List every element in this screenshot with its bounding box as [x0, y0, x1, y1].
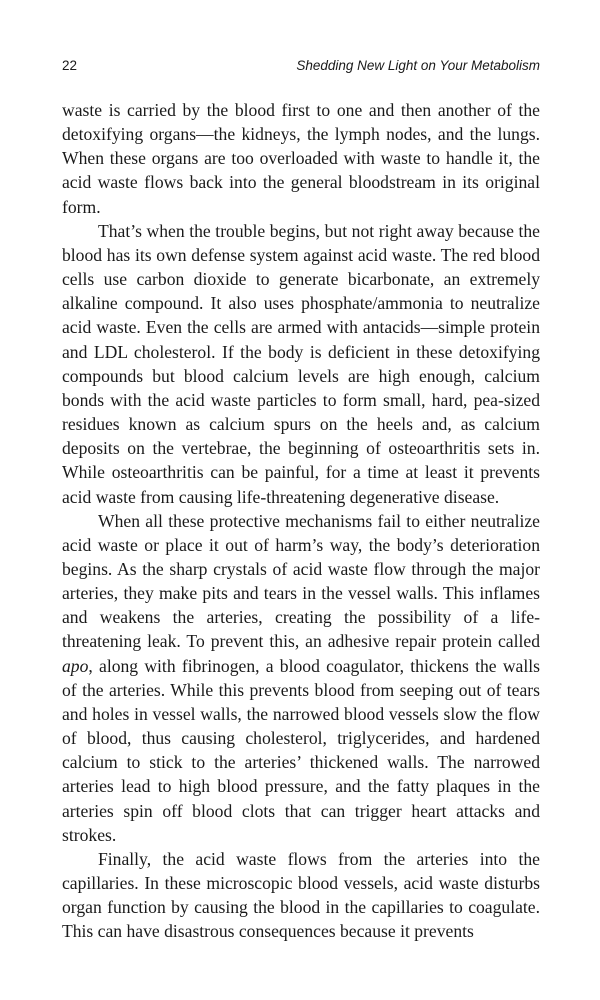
- paragraph-4: Finally, the acid waste flows from the arteries into the capillaries. In these microscopic blood vessels, acid waste disturbs organ function by causing the blood in the capillaries to coagulate. This can have disastrous consequences because it prevents: [62, 848, 540, 942]
- paragraph-1: waste is carried by the blood first to one and then another of the detoxifying organs—the kidneys, the lymph nodes, and the lungs. When these organs are too overloaded with waste to handle it, the acid waste flows back into the general bloodstream in its original form.: [62, 100, 540, 217]
- paragraph-3-text-after: , along with fibrinogen, a blood coagulator, thickens the walls of the arteries. While this prevents blood from seeping out of tears and holes in vessel walls, the narrowed blood vessels slow the flow of blood, thus causing cholesterol, triglycerides, and hardened calcium to stick to the arteries’ thickened walls. The narrowed arteries lead to high blood pressure, and the fatty plaques in the arteries spin off blood clots that can trigger heart attacks and strokes.: [62, 655, 540, 845]
- paragraph-3-text-before: When all these protective mechanisms fail to either neutralize acid waste or place it out of harm’s way, the body’s deterioration begins. As the sharp crystals of acid waste flow through the major arteries, they make pits and tears in the vessel walls. This inflames and weakens the arteries, creating the possibility of a life-threatening leak. To prevent this, an adhesive repair protein called: [62, 510, 540, 652]
- paragraph-3-italic-term: apo: [62, 655, 89, 676]
- page-number: 22: [62, 58, 78, 73]
- running-title: Shedding New Light on Your Metabolism: [296, 58, 540, 73]
- paragraph-3: [62, 509, 540, 847]
- page-header: [62, 57, 540, 75]
- paragraph-2: That’s when the trouble begins, but not right away because the blood has its own defense system against acid waste. The red blood cells use carbon dioxide to generate bicarbonate, an extremely alkaline compound. It also uses phosphate/ammonia to neutralize acid waste. Even the cells are armed with antacids—simple protein and LDL cholesterol. If the body is deficient in these detoxifying compounds but blood calcium levels are high enough, calcium bonds with the acid waste particles to form small, hard, pea-sized residues known as calcium spurs on the heels and, as calcium deposits on the vertebrae, the beginning of osteoarthritis sets in. While osteoarthritis can be painful, for a time at least it prevents acid waste from causing life-threatening degenerative disease.: [62, 220, 540, 507]
- body-text: [62, 98, 540, 943]
